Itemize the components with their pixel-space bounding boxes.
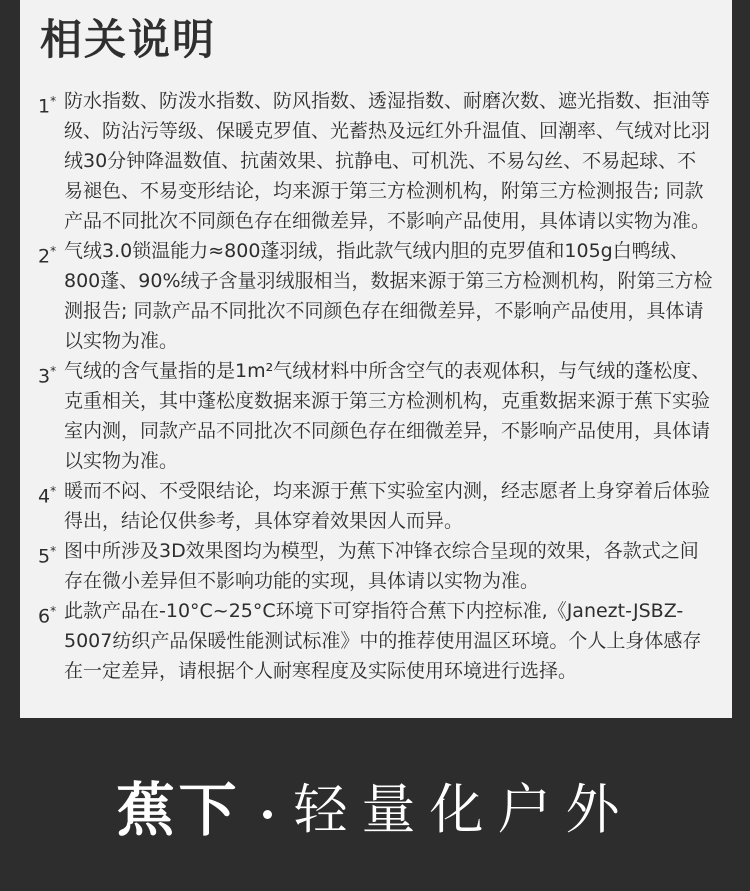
note-text: 气绒3.0锁温能力≈800蓬羽绒，指此款气绒内胆的克罗值和105g白鸭绒、800蓬、90%绒子含量羽绒服相当，数据来源于第三方检测机构，附第三方检测报告; 同款产品不同批次不同颜色存在细微差异，不影响产品使用，具体请以实物为准。	[64, 240, 713, 352]
note-item	[38, 236, 714, 356]
separator-dot-icon	[263, 810, 272, 819]
note-item	[38, 536, 714, 596]
note-item	[38, 86, 714, 236]
note-number: 2*	[38, 244, 57, 268]
notes-list	[38, 86, 714, 686]
note-item	[38, 356, 714, 476]
note-number: 4*	[38, 484, 57, 508]
note-number: 6*	[38, 604, 57, 628]
note-item	[38, 596, 714, 686]
note-text: 暖而不闷、不受限结论，均来源于蕉下实验室内测，经志愿者上身穿着后体验得出，结论仅供参考，具体穿着效果因人而异。	[64, 480, 711, 532]
notes-card	[20, 0, 732, 718]
note-number: 3*	[38, 364, 57, 388]
brand-name: 蕉下	[116, 776, 241, 844]
brand-slogan: 轻量化户外	[293, 777, 634, 841]
note-text: 图中所涉及3D效果图均为模型，为蕉下冲锋衣综合呈现的效果，各款式之间存在微小差异但不影响功能的实现，具体请以实物为准。	[64, 540, 699, 592]
note-item	[38, 476, 714, 536]
note-number: 5*	[38, 544, 57, 568]
brand-banner	[0, 760, 750, 850]
note-number: 1*	[38, 94, 57, 118]
section-title: 相关说明	[40, 15, 217, 64]
note-text: 此款产品在-10°C~25°C环境下可穿指符合蕉下内控标准,《Janezt-JSBZ-5007纺织产品保暖性能测试标准》中的推荐使用温区环境。个人上身体感存在一定差异，请根据个人耐寒程度及实际使用环境进行选择。	[64, 600, 702, 682]
note-text: 防水指数、防泼水指数、防风指数、透湿指数、耐磨次数、遮光指数、拒油等级、防沾污等级、保暖克罗值、光蓄热及远红外升温值、回潮率、气绒对比羽绒30分钟降温数值、抗菌效果、抗静电、可机洗、不易勾丝、不易起球、不易褪色、不易变形结论，均来源于第三方检测机构，附第三方检测报告; 同款产品不同批次不同颜色存在细微差异，不影响产品使用，具体请以实物为准。	[64, 90, 711, 232]
note-text: 气绒的含气量指的是1m²气绒材料中所含空气的表观体积，与气绒的蓬松度、克重相关，其中蓬松度数据来源于第三方检测机构，克重数据来源于蕉下实验室内测，同款产品不同批次不同颜色存在细微差异，不影响产品使用，具体请以实物为准。	[64, 360, 711, 472]
